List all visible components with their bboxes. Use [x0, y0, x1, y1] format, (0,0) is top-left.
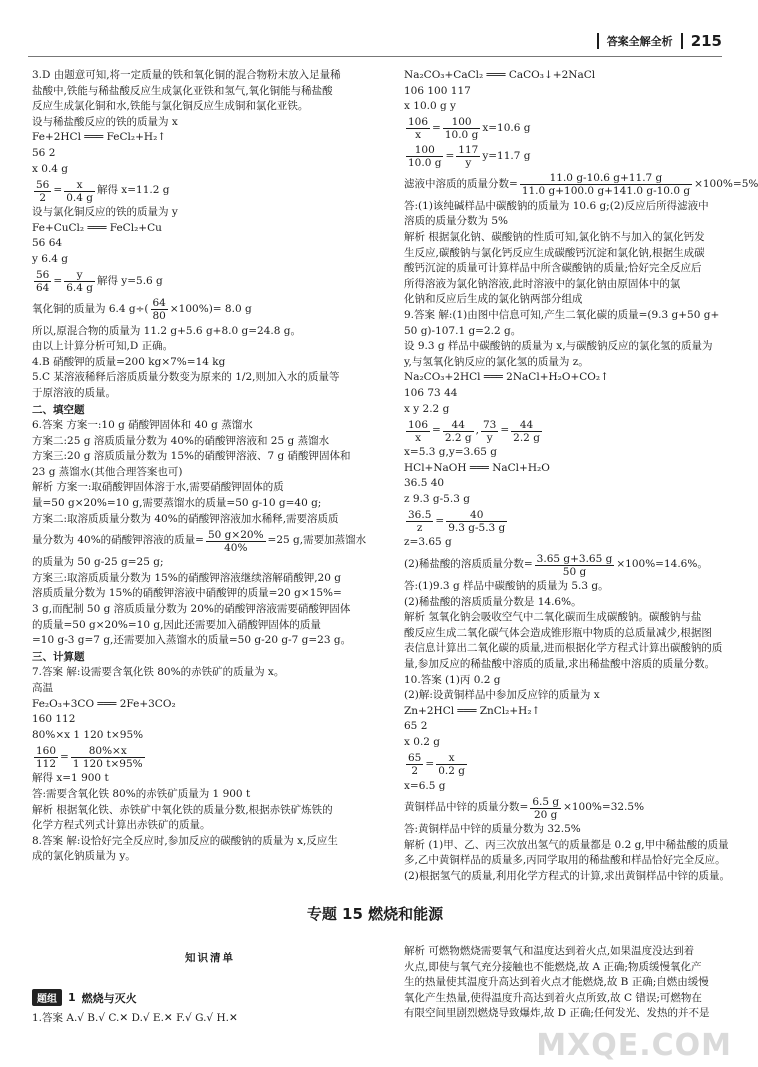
- q9-fraction-1: $\frac{106}{x}$ = $\frac{44}{2.2 g}$ , $\frac{73}{y}$ = $\frac{44}{2.2 g}$: [408, 418, 540, 444]
- q3-fraction-2: $\frac{56}{64}$ = $\frac{y}{6.4 g}$ 解得 y=5.6 g: [36, 269, 163, 295]
- text-line: 溶质质量分数为 15%的硝酸钾溶液中硝酸钾的质量=20 g×15%=: [32, 587, 342, 600]
- text-line: x 10.0 g y: [404, 100, 456, 113]
- q8-q9-text: [404, 199, 722, 417]
- text-line: 由以上计算分析可知,D 正确。: [32, 340, 174, 353]
- text-line: 火点,即使与氧气充分接触也不能燃烧,故 A 正确;物质缓慢氧化产: [404, 960, 702, 973]
- q6-text-b: [32, 555, 364, 649]
- header-divider-2: [681, 33, 683, 49]
- q9-fraction-2: $\frac{36.5}{z}$ = $\frac{40}{9.3 g-5.3 g}$: [408, 508, 506, 534]
- text-line: Fe+CuCl₂ ═══ FeCl₂+Cu: [32, 221, 162, 234]
- text-line: 于原溶液的质量。: [32, 386, 116, 399]
- text-line: 56 2: [32, 146, 56, 159]
- text-line: z 9.3 g-5.3 g: [404, 492, 470, 505]
- text-line: HCl+NaOH ═══ NaCl+H₂O: [404, 461, 550, 474]
- text-line: 23 g 蒸馏水(其他合理答案也可): [32, 465, 183, 478]
- text-line: 解析 氢氧化钠会吸收空气中二氧化碳而生成碳酸钠。碳酸钠与盐: [404, 611, 702, 624]
- q3-text-b: [32, 205, 364, 267]
- q8-fraction-1: $\frac{106}{x}$ = $\frac{100}{10.0 g}$ x=10.6 g: [408, 116, 531, 142]
- text-line: 化钠和反应后生成的氯化钠两部分组成: [404, 293, 583, 306]
- q6-text: [32, 418, 364, 527]
- section-fill-in: 二、填空题: [32, 403, 85, 416]
- q9-fraction-3: (2)稀盐酸的溶质质量分数= $\frac{3.65 g+3.65 g}{50 g}$ ×100%=14.6%。: [404, 552, 708, 578]
- text-line: 设与稀盐酸反应的铁的质量为 x: [32, 115, 178, 128]
- text-line: 6.答案 方案一:10 g 硝酸钾固体和 40 g 蒸馏水: [32, 419, 253, 432]
- text-line: 反应生成氯化铜和水,铁能与氯化铜反应生成铜和氯化亚铁。: [32, 100, 309, 113]
- text-line: Fe+2HCl ═══ FeCl₂+H₂↑: [32, 131, 167, 144]
- text-line: 的质量为 50 g-25 g=25 g;: [32, 556, 164, 569]
- text-line: 8.答案 解:设恰好完全反应时,参加反应的碳酸钠的质量为 x,反应生: [32, 834, 338, 847]
- text-line: 解析 (1)甲、乙、丙三次放出氢气的质量都是 0.2 g,甲中稀盐酸的质量: [404, 838, 729, 851]
- text-line: 成的氯化钠质量为 y。: [32, 850, 136, 863]
- group-number: 1: [68, 991, 76, 1004]
- text-line: x 0.2 g: [404, 736, 441, 748]
- text-line: 106 100 117: [404, 84, 471, 97]
- group-title: 燃烧与灭火: [81, 991, 137, 1005]
- text-line: (2)根据氢气的质量,利用化学方程式的计算,求出黄铜样品中锌的质量。: [404, 869, 731, 882]
- q7-fraction: $\frac{160}{112}$ = $\frac{80\%\times x}{1 120 t\times 95\%}$: [36, 744, 143, 770]
- q9-text-d: [404, 535, 722, 551]
- header-rule: [28, 56, 722, 57]
- text-line: 酸钙沉淀的质量可计算样品中所含碳酸钠的质量;恰好完全反应后: [404, 262, 702, 275]
- q10-text-h: [404, 822, 731, 884]
- text-line: 表信息计算出二氧化碳的质量,进而根据化学方程式计算出碳酸钠的质: [404, 642, 723, 655]
- text-line: 答:(1)该纯碱样品中碳酸钠的质量为 10.6 g;(2)反应后所得滤液中: [404, 199, 709, 212]
- text-line: 106 73 44: [404, 386, 458, 399]
- text-line: 5.C 某溶液稀释后溶质质量分数变为原来的 1/2,则加入水的质量等: [32, 371, 340, 384]
- text-line: 解析 可燃物燃烧需要氧气和温度达到着火点,如果温度没达到着: [404, 945, 695, 957]
- text-line: Fe₂O₃+3CO ═══ 2Fe+3CO₂: [32, 697, 176, 710]
- watermark-logo: MXQE.COM: [536, 1028, 732, 1063]
- text-line: 化学方程式列式计算出赤铁矿的质量。: [32, 819, 211, 832]
- text-line: 所以,原混合物的质量为 11.2 g+5.6 g+8.0 g=24.8 g。: [32, 324, 301, 337]
- q3-fraction-1: $\frac{56}{2}$ = $\frac{x}{0.4 g}$ 解得 x=11.2 g: [36, 178, 170, 204]
- text-line: 方案二:取溶质质量分数为 40%的硝酸钾溶液加水稀释,需要溶质质: [32, 512, 339, 525]
- text-line: y,与氢氧化钠反应的氯化氢的质量为 z。: [404, 355, 589, 368]
- knowledge-list-heading: 知识清单: [185, 952, 235, 964]
- q9-text-c: [404, 445, 722, 507]
- text-line: 4.B 硝酸钾的质量=200 kg×7%=14 kg: [32, 355, 226, 368]
- text-line: 65 2: [404, 720, 428, 733]
- text-line: 9.答案 解:(1)由图中信息可知,产生二氧化碳的质量=(9.3 g+50 g+: [404, 308, 720, 321]
- header-title: 答案全解全析: [606, 35, 673, 48]
- text-line: 盐酸中,铁能与稀盐酸反应生成氯化亚铁和氢气,氧化铜能与稀盐酸: [32, 84, 333, 97]
- q3-text: [32, 68, 364, 177]
- topic-title: 专题 15 燃烧和能源: [306, 905, 444, 923]
- text-line: x y 2.2 g: [404, 402, 450, 415]
- text-line: Zn+2HCl ═══ ZnCl₂+H₂↑: [404, 704, 541, 717]
- text-line: 答:(1)9.3 g 样品中碳酸钠的质量为 5.3 g。: [404, 580, 609, 593]
- left-column: [32, 68, 367, 865]
- q10-fraction-1: $\frac{65}{2}$ = $\frac{x}{0.2 g}$: [408, 752, 465, 778]
- text-line: Na₂CO₃+CaCl₂ ═══ CaCO₃↓+2NaCl: [404, 69, 596, 81]
- header-divider: [597, 33, 599, 49]
- page-number: 215: [690, 32, 722, 50]
- group-heading: [32, 989, 137, 1006]
- bottom-right-analysis: [404, 944, 722, 1022]
- text-line: 答:需要含氧化铁 80%的赤铁矿质量为 1 900 t: [32, 787, 251, 800]
- q8-fraction-3: 滤液中溶质的质量分数= $\frac{11.0 g-10.6 g+11.7 g}{11.0 g+100.0 g+141.0 g-10.0 g}$ ×100%=5%: [404, 172, 758, 198]
- text-line: 3 g,而配制 50 g 溶质质量分数为 20%的硝酸钾溶液需要硝酸钾固体: [32, 603, 351, 616]
- text-line: 50 g)-107.1 g=2.2 g。: [404, 324, 522, 337]
- text-line: 方案二:25 g 溶质质量分数为 40%的硝酸钾溶液和 25 g 蒸馏水: [32, 434, 330, 447]
- cuo-mass: 氧化铜的质量为 6.4 g÷( $\frac{64}{80}$ ×100%)= 8.0 g: [32, 297, 252, 323]
- text-line: 的质量=50 g×20%=10 g,因此还需要加入硝酸钾固体的质量: [32, 618, 321, 631]
- text-line: 方案三:20 g 溶质质量分数为 15%的硝酸钾溶液、7 g 硝酸钾固体和: [32, 450, 351, 463]
- text-line: (2)稀盐酸的溶质质量分数是 14.6%。: [404, 595, 582, 608]
- q7-text: [32, 665, 364, 743]
- section-calculation: 三、计算题: [32, 650, 85, 663]
- text-line: 解得 x=1 900 t: [32, 772, 109, 785]
- text-line: 解析 方案一:取硝酸钾固体溶于水,需要硝酸钾固体的质: [32, 481, 284, 494]
- q7-text-b: [32, 771, 364, 865]
- text-line: 溶质的质量分数为 5%: [404, 215, 508, 228]
- q3-text-c: [32, 324, 364, 402]
- text-line: 160 112: [32, 713, 76, 726]
- text-line: 方案三:取溶质质量分数为 15%的硝酸钾溶液继续溶解硝酸钾,20 g: [32, 571, 341, 584]
- text-line: Na₂CO₃+2HCl ═══ 2NaCl+H₂O+CO₂↑: [404, 371, 609, 384]
- text-line: 10.答案 (1)丙 0.2 g: [404, 673, 501, 686]
- q9-q10-text: [404, 579, 722, 751]
- text-line: x=6.5 g: [404, 779, 446, 792]
- q10-text-g: [404, 779, 722, 795]
- group-badge: 题组: [32, 989, 62, 1006]
- text-line: 酸反应生成二氧化碳气体会造成锥形瓶中物质的总质量减少,根据图: [404, 626, 712, 639]
- text-line: 设与氯化铜反应的铁的质量为 y: [32, 206, 178, 219]
- text-line: 多,乙中黄铜样品的质量多,丙同学取用的稀盐酸和样品恰好完全反应。: [404, 854, 726, 867]
- q6-fraction: 量分数为 40%的硝酸钾溶液的质量= $\frac{50 g\times 20\%}{40\%}$ =25 g,需要加蒸馏水: [32, 528, 367, 554]
- text-line: 解析 根据氧化铁、赤铁矿中氧化铁的质量分数,根据赤铁矿炼铁的: [32, 803, 333, 816]
- answer-1: 1.答案 A.√ B.√ C.✕ D.√ E.✕ F.√ G.√ H.✕: [32, 1012, 238, 1024]
- text-line: 高温: [32, 682, 53, 694]
- text-line: 量,参加反应的稀盐酸中溶质的质量,求出稀盐酸中溶质的质量分数。: [404, 658, 716, 671]
- text-line: 3.D 由题意可知,将一定质量的铁和氧化铜的混合物粉末放入足量稀: [32, 69, 341, 81]
- text-line: z=3.65 g: [404, 536, 452, 549]
- text-line: 设 9.3 g 样品中碳酸钠的质量为 x,与碳酸钠反应的氯化氢的质量为: [404, 340, 713, 353]
- q8-fraction-2: $\frac{100}{10.0 g}$ = $\frac{117}{y}$ y=11.7 g: [408, 144, 531, 170]
- q10-fraction-2: 黄铜样品中锌的质量分数= $\frac{6.5 g}{20 g}$ ×100%=32.5%: [404, 795, 645, 821]
- page-header: [597, 32, 722, 50]
- text-line: 氧化产生热量,使得温度升高达到着火点所致,故 C 错误;可燃物在: [404, 991, 702, 1004]
- text-line: 生的热量使其温度升高达到着火点才能燃烧,故 B 正确;自燃由缓慢: [404, 976, 709, 989]
- text-line: 解析 根据氯化钠、碳酸钠的性质可知,氯化钠不与加入的氯化钙发: [404, 230, 705, 243]
- q8-equation: [404, 68, 722, 115]
- text-line: 答:黄铜样品中锌的质量分数为 32.5%: [404, 823, 581, 836]
- text-line: 生反应,碳酸钠与氯化钙反应生成碳酸钙沉淀和氯化钠,根据生成碳: [404, 246, 705, 259]
- text-line: y 6.4 g: [32, 252, 69, 265]
- right-column: [404, 68, 758, 885]
- text-line: 80%×x 1 120 t×95%: [32, 728, 144, 741]
- text-line: =10 g-3 g=7 g,还需要加入蒸馏水的质量=50 g-20 g-7 g=23 g。: [32, 634, 352, 647]
- text-line: 有限空间里剧烈燃烧导致爆炸,故 D 正确;任何发光、发热的并不是: [404, 1007, 710, 1020]
- text-line: 56 64: [32, 237, 63, 250]
- text-line: 7.答案 解:设需要含氧化铁 80%的赤铁矿的质量为 x。: [32, 666, 285, 679]
- text-line: 量=50 g×20%=10 g,需要蒸馏水的质量=50 g-10 g=40 g;: [32, 497, 322, 510]
- text-line: x 0.4 g: [32, 162, 69, 175]
- text-line: 36.5 40: [404, 477, 445, 490]
- text-line: x=5.3 g,y=3.65 g: [404, 446, 497, 459]
- text-line: (2)解:设黄铜样品中参加反应锌的质量为 x: [404, 689, 600, 702]
- text-line: 所得溶液为氯化钠溶液,此时溶液中的氯化钠由原固体中的氯: [404, 277, 681, 290]
